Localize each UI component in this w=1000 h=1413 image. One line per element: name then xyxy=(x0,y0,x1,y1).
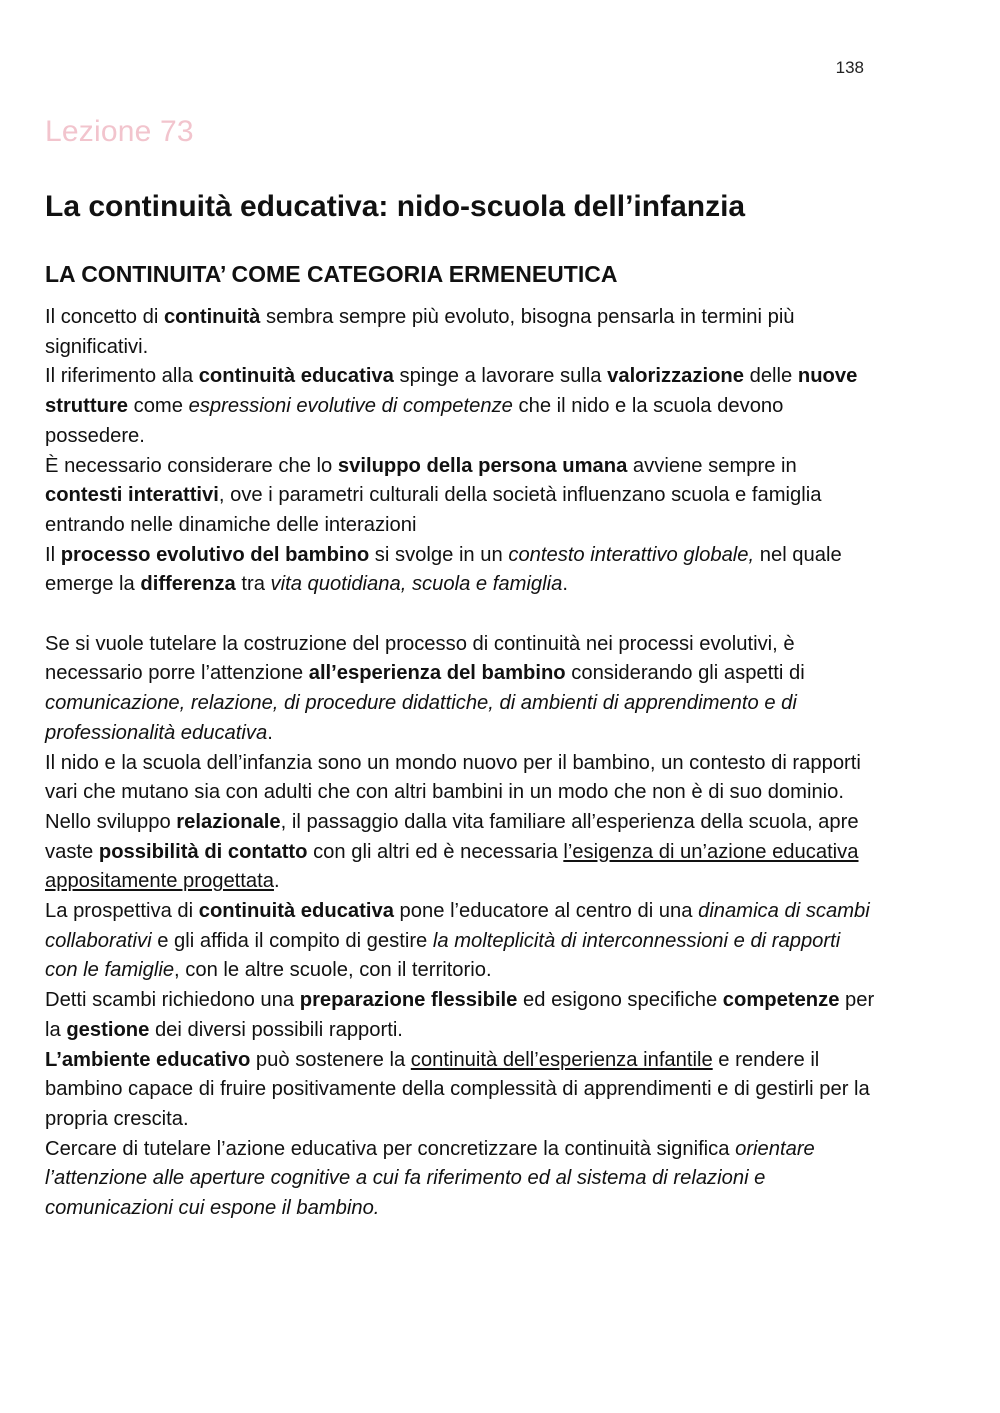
bold-text: L’ambiente educativo xyxy=(45,1048,251,1071)
lesson-label: Lezione 73 xyxy=(45,115,194,148)
text-run: Il nido e la scuola dell’infanzia sono un mondo nuovo per il bambino, un contesto di rapporti vari che mutano sia con adulti che con altri bambini in un modo che non è di suo dominio. Nello sviluppo xyxy=(45,751,861,833)
section-heading: LA CONTINUITA’ COME CATEGORIA ERMENEUTICA xyxy=(45,261,618,287)
italic-text: vita quotidiana, scuola e famiglia xyxy=(270,573,563,596)
bold-text: gestione xyxy=(66,1018,150,1041)
text-run: spinge a lavorare sulla xyxy=(393,365,608,388)
text-run: . xyxy=(273,870,280,893)
text-run: Detti scambi richiedono una xyxy=(45,989,300,1012)
text-run: può sostenere la xyxy=(250,1048,411,1071)
bold-text: continuità xyxy=(163,306,261,328)
bold-text: nuove strutture xyxy=(45,365,858,418)
bold-text: possibilità di contatto xyxy=(98,840,308,863)
text-run: con gli altri ed è necessaria xyxy=(307,840,564,863)
bold-text: relazionale xyxy=(176,810,281,833)
text-run: sembra sempre più evoluto, bisogna pensarla in termini più significativi. xyxy=(45,306,795,358)
body-text xyxy=(45,303,875,1224)
text-run: per la xyxy=(45,989,875,1041)
bold-text: differenza xyxy=(140,573,236,596)
italic-text: orientare l’attenzione alle aperture cognitive a cui fa riferimento ed al sistema di relazioni e comunicazioni cui espone il bambino. xyxy=(45,1137,815,1220)
text-run: . xyxy=(562,573,568,596)
text-run: pone l’educatore al centro di una xyxy=(393,900,699,923)
body-paragraph xyxy=(45,897,875,986)
bold-text: contesti interattivi xyxy=(45,484,219,507)
text-run: . xyxy=(267,721,273,744)
text-run: Il riferimento alla xyxy=(45,365,199,388)
body-paragraph xyxy=(45,986,875,1045)
text-run: come xyxy=(128,395,189,418)
text-run: Cercare di tutelare l’azione educativa per concretizzare la continuità significa xyxy=(45,1137,736,1160)
text-run: Se si vuole tutelare la costruzione del processo di continuità nei processi evolutivi, è necessario porre l’attenzione xyxy=(45,632,795,685)
bold-text: preparazione flessibile xyxy=(299,989,518,1012)
underlined-text: continuità dell’esperienza infantile xyxy=(410,1048,713,1071)
bold-text: all’esperienza del bambino xyxy=(308,662,566,685)
bold-text: valorizzazione xyxy=(607,365,744,388)
body-paragraph xyxy=(45,630,875,749)
text-run: si svolge in un xyxy=(369,543,509,566)
text-run: e rendere il bambino capace di fruire positivamente della complessità di apprendimenti e di gestirli per la propria crescita. xyxy=(45,1048,870,1130)
text-run: delle xyxy=(743,365,798,388)
italic-text: espressioni evolutive di competenze xyxy=(188,395,513,418)
text-run: ed esigono specifiche xyxy=(517,989,723,1012)
body-paragraph xyxy=(45,362,875,451)
text-run: Il concetto di xyxy=(45,306,164,328)
text-run: dei diversi possibili rapporti. xyxy=(149,1018,403,1041)
text-run: tra xyxy=(235,573,271,596)
text-run: che il nido e la scuola devono possedere. xyxy=(45,395,784,447)
italic-text: la molteplicità di interconnessioni e di rapporti con le famiglie xyxy=(45,929,841,982)
text-run: considerando gli aspetti di xyxy=(565,662,805,685)
text-run: avviene sempre in xyxy=(627,454,797,477)
italic-text: comunicazione, relazione, di procedure didattiche, di ambienti di apprendimento e di professionalità educativa xyxy=(45,692,797,744)
bold-text: competenze xyxy=(722,989,840,1012)
body-paragraph xyxy=(45,541,875,600)
text-run: , con le altre scuole, con il territorio. xyxy=(174,959,492,982)
underlined-text: l’esigenza di un’azione educativa appositamente progettata xyxy=(45,840,859,893)
text-run: La prospettiva di xyxy=(45,900,199,923)
body-paragraph xyxy=(45,1046,875,1135)
text-run: È necessario considerare che lo xyxy=(45,454,338,477)
italic-text: contesto interattivo globale, xyxy=(508,543,755,566)
text-run: Il xyxy=(45,543,61,566)
body-paragraph xyxy=(45,749,875,898)
text-run: e gli affida il compito di gestire xyxy=(151,929,433,952)
body-paragraph xyxy=(45,452,875,541)
paragraph-spacer xyxy=(45,600,875,630)
bold-text: continuità educativa xyxy=(198,365,394,388)
body-paragraph xyxy=(45,1135,875,1224)
lesson-title: La continuità educativa: nido-scuola dell’infanzia xyxy=(45,190,746,223)
text-run: , il passaggio dalla vita familiare all’esperienza della scuola, apre vaste xyxy=(45,810,859,863)
text-run: , ove i parametri culturali della società influenzano scuola e famiglia entrando nelle dinamiche delle interazioni xyxy=(45,484,822,536)
bold-text: continuità educativa xyxy=(198,900,394,923)
page-number: 138 xyxy=(835,58,864,77)
body-paragraph xyxy=(45,303,875,362)
bold-text: processo evolutivo del bambino xyxy=(60,543,370,566)
text-run: nel quale emerge la xyxy=(45,543,842,596)
bold-text: sviluppo della persona umana xyxy=(337,454,628,477)
italic-text: dinamica di scambi collaborativi xyxy=(45,900,870,952)
